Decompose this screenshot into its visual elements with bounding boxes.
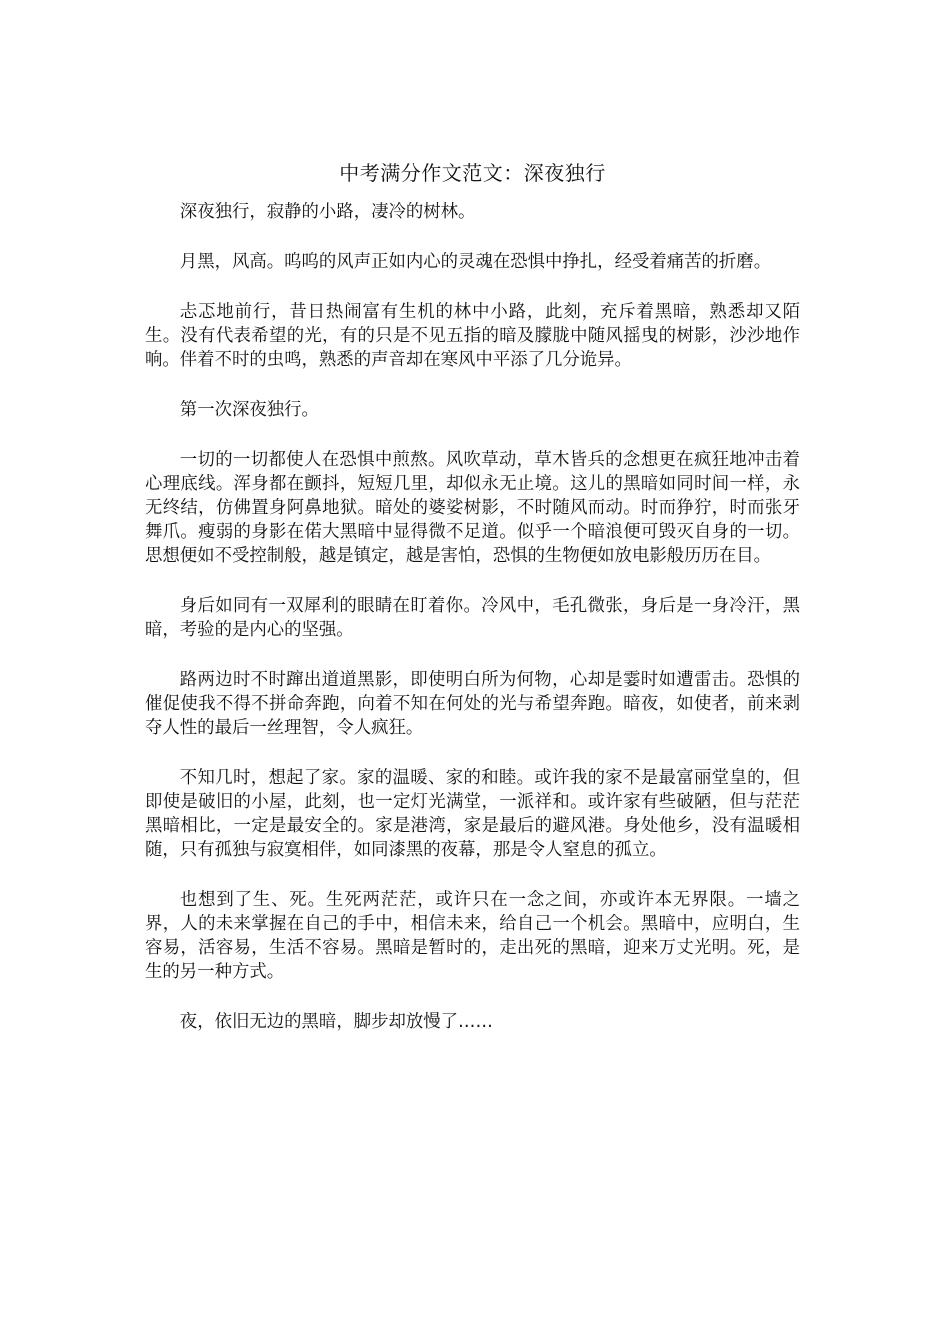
paragraph: 路两边时不时蹿出道道黑影，即使明白所为何物，心却是霎时如遭雷击。恐惧的催促使我不得不拼命奔跑，向着不知在何处的光与希望奔跑。暗夜，如使者，前来剥夺人性的最后一丝理智，令人疯狂。 <box>145 670 800 738</box>
paragraph: 第一次深夜独行。 <box>179 400 319 420</box>
page-title: 中考满分作文范文：深夜独行 <box>339 161 606 185</box>
paragraph: 一切的一切都使人在恐惧中煎熬。风吹草动，草木皆兵的念想更在疯狂地冲击着心理底线。浑身都在颤抖，短短几里，却似永无止境。这儿的黑暗如同时间一样，永无终结，仿佛置身阿鼻地狱。暗处的婆娑树影，不时随风而动。时而狰狞，时而张牙舞爪。瘦弱的身影在偌大黑暗中显得微不足道。似乎一个暗浪便可毁灭自身的一切。思想便如不受控制般，越是镇定，越是害怕，恐惧的生物便如放电影般历历在目。 <box>145 450 800 566</box>
paragraph: 深夜独行，寂静的小路，凄冷的树林。 <box>179 202 476 222</box>
paragraph: 身后如同有一双犀利的眼睛在盯着你。冷风中，毛孔微张，身后是一身冷汗，黑暗，考验的是内心的坚强。 <box>145 596 800 640</box>
paragraph: 不知几时，想起了家。家的温暖、家的和睦。或许我的家不是最富丽堂皇的，但即使是破旧的小屋，此刻，也一定灯光满堂，一派祥和。或许家有些破陋，但与茫茫黑暗相比，一定是最安全的。家是港湾，家是最后的避风港。身处他乡，没有温暖相随，只有孤独与寂寞相伴，如同漆黑的夜幕，那是令人窒息的孤立。 <box>145 768 800 860</box>
paragraph: 也想到了生、死。生死两茫茫，或许只在一念之间，亦或许本无界限。一墙之界，人的未来掌握在自己的手中，相信未来，给自己一个机会。黑暗中，应明白，生容易，活容易，生活不容易。黑暗是暂时的，走出死的黑暗，迎来万丈光明。死，是生的另一种方式。 <box>145 890 800 982</box>
paragraph: 夜，依旧无边的黑暗，脚步却放慢了…… <box>179 1012 493 1032</box>
paragraph: 忐忑地前行，昔日热闹富有生机的林中小路，此刻，充斥着黑暗，熟悉却又陌生。没有代表希望的光，有的只是不见五指的暗及朦胧中随风摇曳的树影，沙沙地作响。伴着不时的虫鸣，熟悉的声音却在寒风中平添了几分诡异。 <box>145 302 800 370</box>
document-body <box>145 158 800 1060</box>
paragraph: 月黑，风高。呜呜的风声正如内心的灵魂在恐惧中挣扎，经受着痛苦的折磨。 <box>179 252 772 272</box>
